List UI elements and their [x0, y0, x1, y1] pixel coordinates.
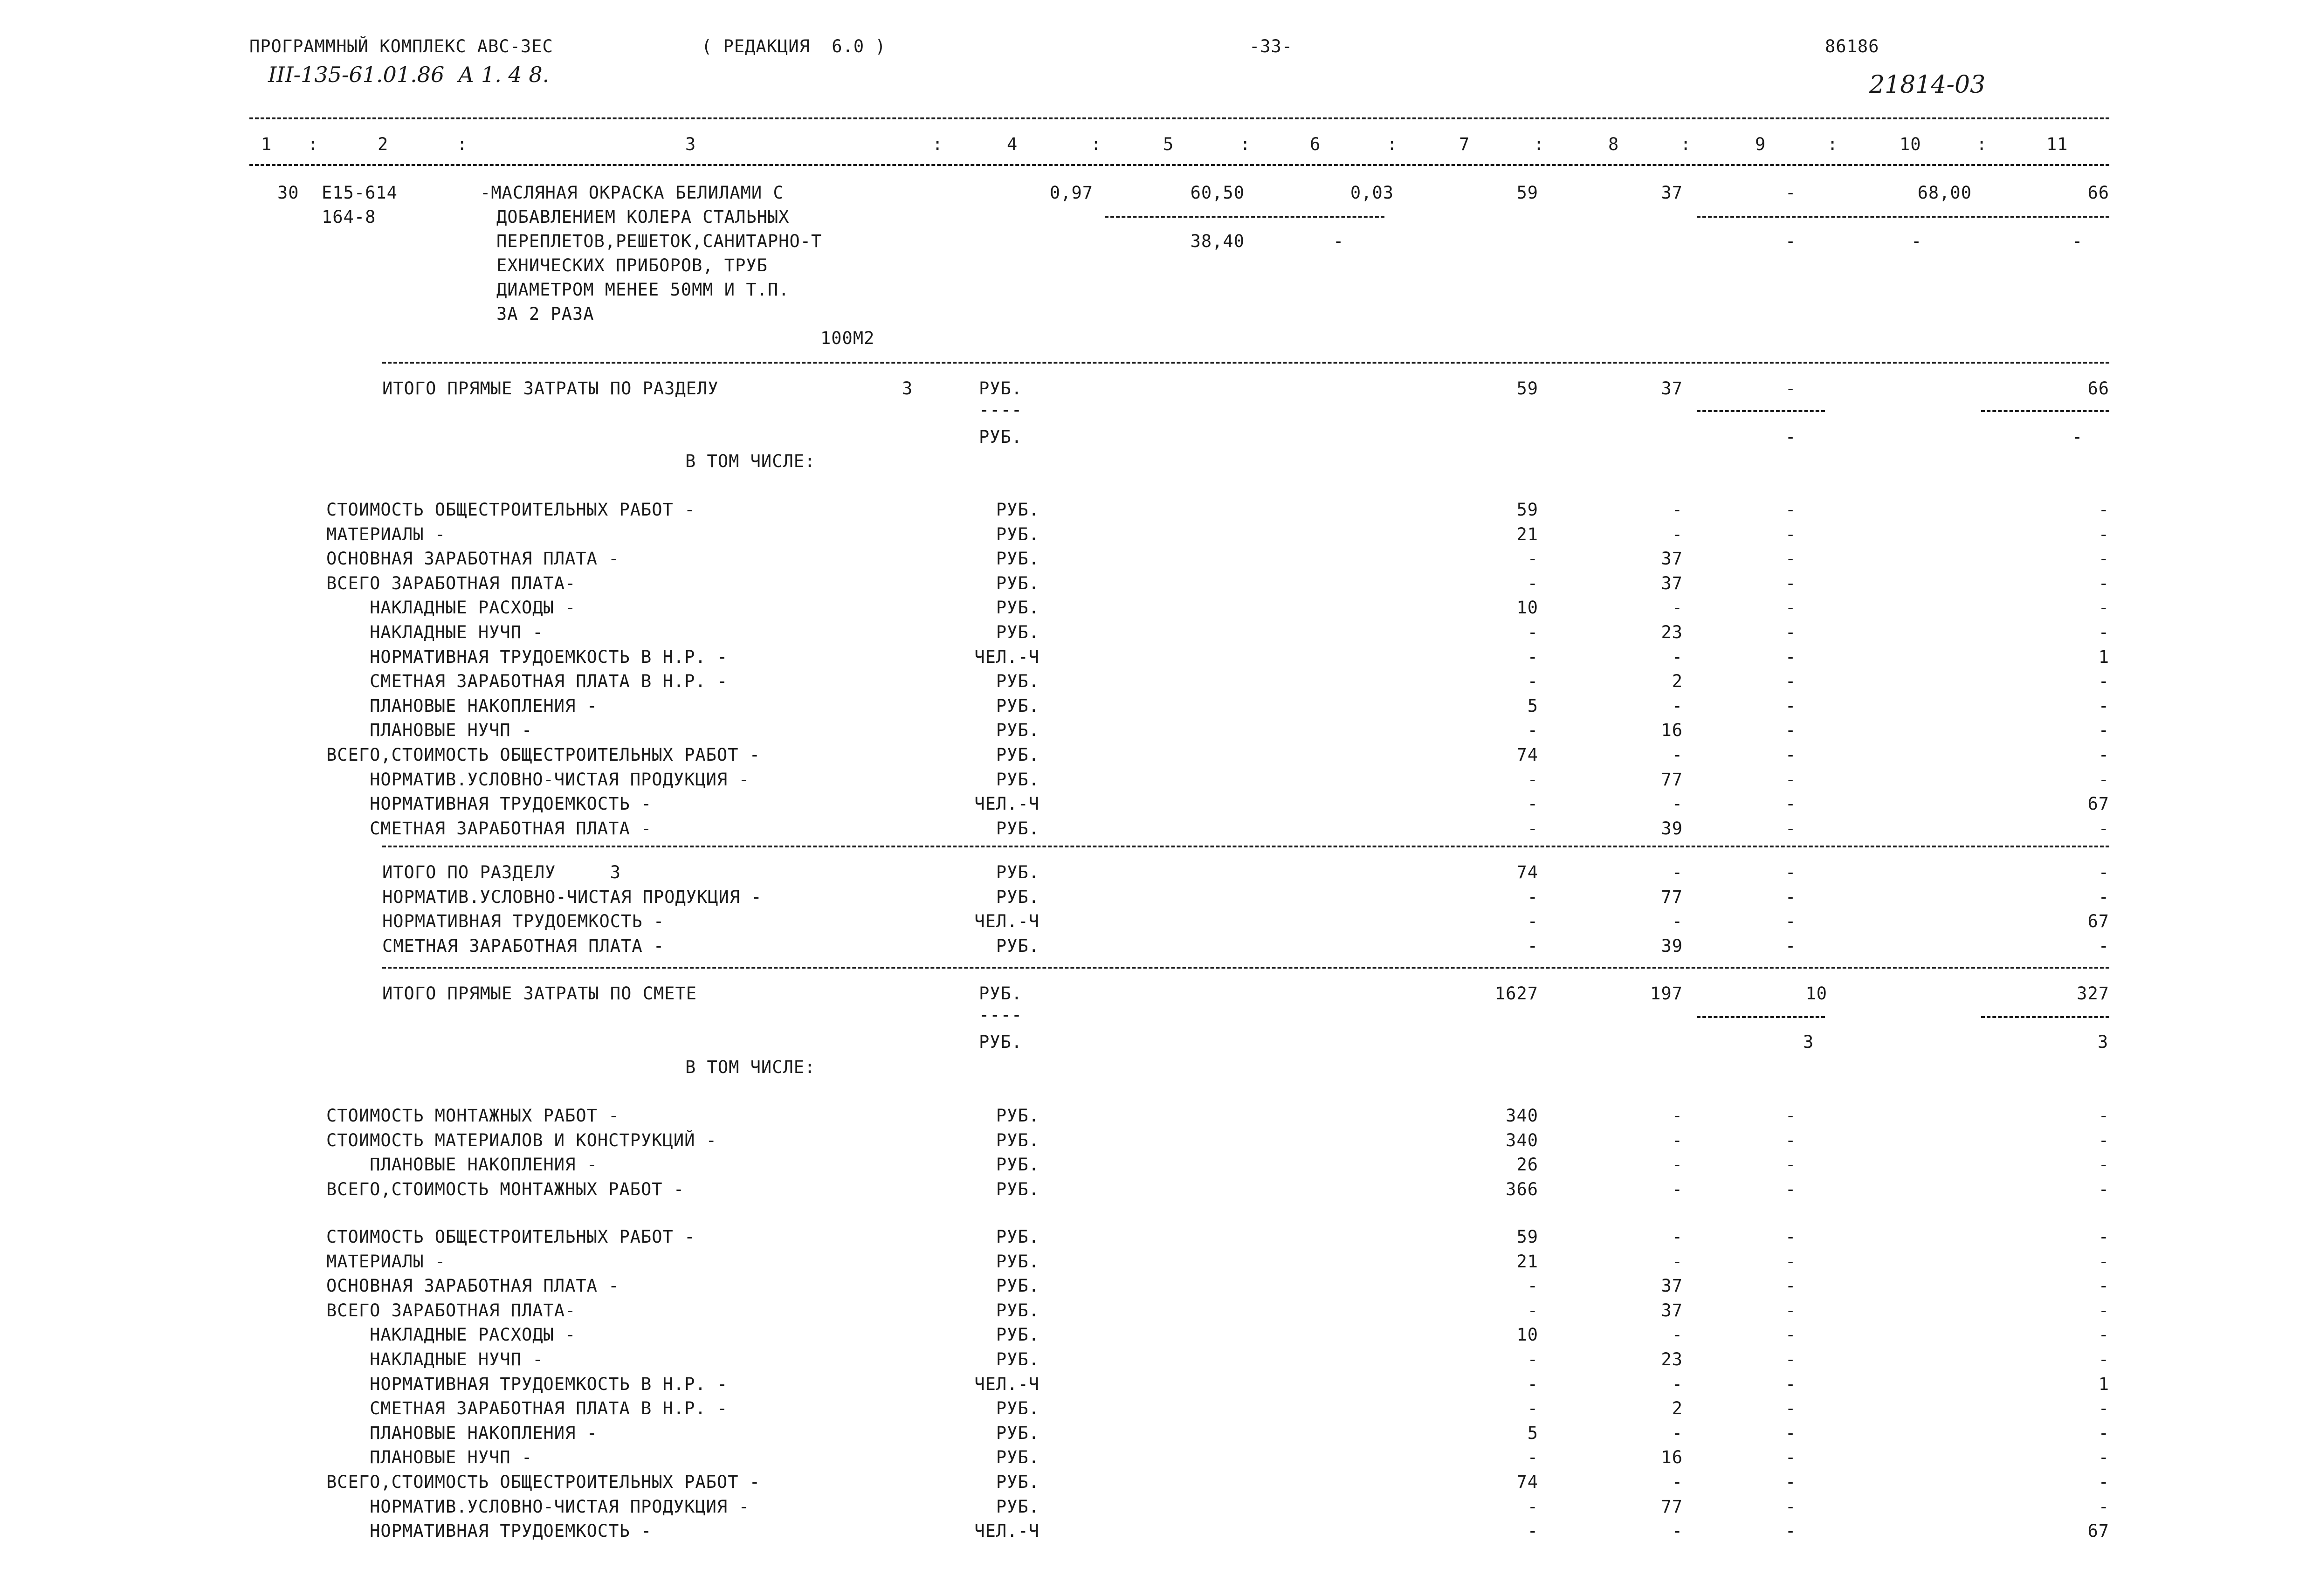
row-label: ВСЕГО,СТОИМОСТЬ ОБЩЕСТРОИТЕЛЬНЫХ РАБОТ -	[326, 745, 761, 765]
row-unit: РУБ.	[996, 720, 1039, 740]
row-c8: -	[1672, 647, 1683, 667]
row-label: МАТЕРИАЛЫ -	[326, 1252, 446, 1272]
row-c9: -	[1785, 622, 1797, 642]
row-c7: -	[1527, 770, 1538, 790]
item-unit: 100М2	[820, 328, 875, 348]
row-c11: 67	[2087, 911, 2109, 931]
row-label: НОРМАТИВ.УСЛОВНО-ЧИСТАЯ ПРОДУКЦИЯ -	[326, 1497, 750, 1517]
row-label: НОРМАТИВНАЯ ТРУДОЕМКОСТЬ -	[326, 794, 652, 814]
rule-section-c9	[1697, 410, 1825, 412]
row-label: ПЛАНОВЫЕ НАКОПЛЕНИЯ -	[326, 1155, 598, 1175]
col-2: 2	[378, 134, 389, 154]
rule-item-c5	[1105, 216, 1384, 218]
row-c7: 10	[1516, 598, 1538, 618]
row-c8: -	[1672, 911, 1683, 931]
col-9: 9	[1755, 134, 1766, 154]
row-c7: 340	[1506, 1130, 1538, 1150]
row-label: НОРМАТИВНАЯ ТРУДОЕМКОСТЬ -	[382, 911, 665, 931]
row-label: ПЛАНОВЫЕ НАКОПЛЕНИЯ -	[326, 696, 598, 716]
row-c9: -	[1785, 647, 1797, 667]
item-c10-second: -	[1911, 231, 1922, 251]
row-label: ВСЕГО ЗАРАБОТНАЯ ПЛАТА-	[326, 573, 576, 593]
row-unit: РУБ.	[996, 862, 1039, 882]
item-c11-second: -	[2072, 231, 2083, 251]
row-c7: -	[1527, 720, 1538, 740]
row-label: СМЕТНАЯ ЗАРАБОТНАЯ ПЛАТА -	[326, 819, 652, 839]
row-c9: -	[1785, 598, 1797, 618]
estimate-c11: 327	[2077, 984, 2109, 1004]
section-unit: РУБ.	[979, 378, 1023, 399]
rule-section	[382, 362, 2109, 364]
row-c8: -	[1672, 1227, 1683, 1247]
row-c8: -	[1672, 1252, 1683, 1272]
row-unit: ЧЕЛ.-Ч	[974, 1374, 1039, 1394]
row-c8: -	[1672, 1155, 1683, 1175]
row-c7: -	[1527, 1447, 1538, 1467]
col-7: 7	[1459, 134, 1470, 154]
row-c9: -	[1785, 1497, 1797, 1517]
row-c11: -	[2098, 819, 2109, 839]
row-unit: РУБ.	[996, 500, 1039, 520]
row-label: НОРМАТИВНАЯ ТРУДОЕМКОСТЬ В Н.Р. -	[326, 647, 728, 667]
row-c8: -	[1672, 745, 1683, 765]
item-desc-line: -МАСЛЯНАЯ ОКРАСКА БЕЛИЛАМИ С	[480, 183, 784, 203]
row-unit: РУБ.	[996, 1106, 1039, 1126]
item-c10: 68,00	[1917, 183, 1972, 203]
row-c11: -	[2098, 936, 2109, 956]
row-unit: РУБ.	[996, 1130, 1039, 1150]
row-c11: -	[2098, 1155, 2109, 1175]
estimate-c11-second: 3	[2098, 1032, 2109, 1052]
row-c11: -	[2098, 500, 2109, 520]
row-label: ПЛАНОВЫЕ НАКОПЛЕНИЯ -	[326, 1423, 598, 1443]
row-c7: -	[1527, 1398, 1538, 1418]
section-unit-separator: ----	[979, 400, 1023, 420]
row-c11: -	[2098, 1227, 2109, 1247]
row-c8: -	[1672, 1521, 1683, 1541]
row-c8: -	[1672, 1179, 1683, 1199]
row-c11: -	[2098, 1423, 2109, 1443]
item-desc-line: ЗА 2 РАЗА	[496, 304, 594, 324]
rule-block1	[382, 846, 2109, 847]
row-unit: РУБ.	[996, 1349, 1039, 1369]
row-c9: -	[1785, 1447, 1797, 1467]
section-c11: 66	[2087, 378, 2109, 399]
rule-header	[249, 164, 2109, 166]
row-c9: -	[1785, 1252, 1797, 1272]
estimate-c8: 197	[1650, 984, 1683, 1004]
row-c9: -	[1785, 1521, 1797, 1541]
row-c8: 2	[1672, 671, 1683, 691]
row-c8: 77	[1661, 1497, 1683, 1517]
row-label: НОРМАТИВ.УСЛОВНО-ЧИСТАЯ ПРОДУКЦИЯ -	[382, 887, 762, 907]
row-c11: -	[2098, 696, 2109, 716]
row-c9: -	[1785, 1227, 1797, 1247]
row-c8: 37	[1661, 573, 1683, 593]
row-c7: 366	[1506, 1179, 1538, 1199]
item-c5: 60,50	[1190, 183, 1245, 203]
item-number: 30	[277, 183, 299, 203]
page-number: -33-	[1249, 36, 1293, 56]
row-c8: -	[1672, 524, 1683, 544]
row-c11: -	[2098, 745, 2109, 765]
row-c7: -	[1527, 671, 1538, 691]
row-label: НОРМАТИВНАЯ ТРУДОЕМКОСТЬ -	[326, 1521, 652, 1541]
row-c8: 37	[1661, 1300, 1683, 1321]
row-unit: РУБ.	[996, 524, 1039, 544]
row-unit: ЧЕЛ.-Ч	[974, 647, 1039, 667]
row-label: ПЛАНОВЫЕ НУЧП -	[326, 720, 533, 740]
row-c7: -	[1527, 647, 1538, 667]
row-c8: -	[1672, 1130, 1683, 1150]
item-c6-second: -	[1333, 231, 1344, 251]
row-c8: 23	[1661, 622, 1683, 642]
row-c11: -	[2098, 1325, 2109, 1345]
row-c7: -	[1527, 1300, 1538, 1321]
row-label: НАКЛАДНЫЕ РАСХОДЫ -	[326, 598, 576, 618]
rule-block2	[382, 967, 2109, 969]
row-c8: -	[1672, 794, 1683, 814]
row-c9: -	[1785, 1179, 1797, 1199]
row-c9: -	[1785, 1130, 1797, 1150]
item-c8: 37	[1661, 183, 1683, 203]
row-unit: РУБ.	[996, 573, 1039, 593]
row-label: ВСЕГО ЗАРАБОТНАЯ ПЛАТА-	[326, 1300, 576, 1321]
row-unit: РУБ.	[996, 1497, 1039, 1517]
section-c9: -	[1785, 378, 1797, 399]
row-c9: -	[1785, 549, 1797, 569]
rule-section-c11	[1981, 410, 2109, 412]
row-c7: -	[1527, 549, 1538, 569]
item-c4: 0,97	[1049, 183, 1093, 203]
row-c11: 1	[2098, 647, 2109, 667]
row-c11: -	[2098, 1300, 2109, 1321]
row-c7: 74	[1516, 1472, 1538, 1492]
item-c9: -	[1785, 183, 1797, 203]
row-c7: -	[1527, 622, 1538, 642]
row-unit: РУБ.	[996, 1472, 1039, 1492]
row-c8: 2	[1672, 1398, 1683, 1418]
row-c7: -	[1527, 1497, 1538, 1517]
row-c9: -	[1785, 500, 1797, 520]
row-c8: 23	[1661, 1349, 1683, 1369]
row-c9: -	[1785, 936, 1797, 956]
row-label: ВСЕГО,СТОИМОСТЬ МОНТАЖНЫХ РАБОТ -	[326, 1179, 685, 1199]
row-unit: РУБ.	[996, 1179, 1039, 1199]
row-c7: 10	[1516, 1325, 1538, 1345]
row-unit: РУБ.	[996, 819, 1039, 839]
row-c7: -	[1527, 1276, 1538, 1296]
estimate-unit-separator: ----	[979, 1005, 1023, 1025]
row-unit: РУБ.	[996, 1325, 1039, 1345]
row-label: СТОИМОСТЬ МОНТАЖНЫХ РАБОТ -	[326, 1106, 620, 1126]
col-6: 6	[1310, 134, 1321, 154]
row-c9: -	[1785, 1398, 1797, 1418]
row-c9: -	[1785, 1423, 1797, 1443]
row-c7: -	[1527, 1349, 1538, 1369]
row-c8: -	[1672, 598, 1683, 618]
row-c11: -	[2098, 1497, 2109, 1517]
item-c6: 0,03	[1350, 183, 1394, 203]
row-label: ПЛАНОВЫЕ НУЧП -	[326, 1447, 533, 1467]
row-c8: -	[1672, 1472, 1683, 1492]
project-number: III-135-61.01.86 А 1. 4 8.	[268, 62, 550, 87]
estimate-unit: РУБ.	[979, 984, 1023, 1004]
row-unit: ЧЕЛ.-Ч	[974, 1521, 1039, 1541]
handwritten-stamp: 21814-03	[1869, 71, 1986, 99]
row-c11: -	[2098, 1398, 2109, 1418]
row-c9: -	[1785, 1155, 1797, 1175]
row-c9: -	[1785, 1325, 1797, 1345]
row-c7: -	[1527, 794, 1538, 814]
row-c9: -	[1785, 862, 1797, 882]
row-c9: -	[1785, 1300, 1797, 1321]
row-c7: -	[1527, 936, 1538, 956]
item-desc-line: ПЕРЕПЛЕТОВ,РЕШЕТОК,САНИТАРНО-Т	[496, 231, 822, 251]
row-label: СМЕТНАЯ ЗАРАБОТНАЯ ПЛАТА В Н.Р. -	[326, 671, 728, 691]
row-unit: РУБ.	[996, 1155, 1039, 1175]
row-c9: -	[1785, 1374, 1797, 1394]
row-c11: 1	[2098, 1374, 2109, 1394]
row-c8: 16	[1661, 720, 1683, 740]
row-c11: -	[2098, 1252, 2109, 1272]
row-c11: -	[2098, 770, 2109, 790]
estimate-c9-second: 3	[1803, 1032, 1814, 1052]
row-unit: РУБ.	[996, 696, 1039, 716]
row-c8: 77	[1661, 770, 1683, 790]
estimate-unit-second: РУБ.	[979, 1032, 1023, 1052]
row-c11: -	[2098, 1106, 2109, 1126]
row-unit: РУБ.	[996, 936, 1039, 956]
row-c7: 59	[1516, 1227, 1538, 1247]
row-c11: -	[2098, 862, 2109, 882]
section-c11-second: -	[2072, 427, 2083, 447]
row-label: НАКЛАДНЫЕ НУЧП -	[326, 1349, 544, 1369]
row-c11: -	[2098, 1130, 2109, 1150]
row-c11: -	[2098, 598, 2109, 618]
row-c8: -	[1672, 1325, 1683, 1345]
col-11: 11	[2046, 134, 2068, 154]
row-label: СТОИМОСТЬ МАТЕРИАЛОВ И КОНСТРУКЦИЙ -	[326, 1130, 717, 1150]
row-c7: 5	[1527, 1423, 1538, 1443]
row-c8: 77	[1661, 887, 1683, 907]
section-c9-second: -	[1785, 427, 1797, 447]
row-c11: 67	[2087, 794, 2109, 814]
row-c11: -	[2098, 573, 2109, 593]
row-unit: РУБ.	[996, 1423, 1039, 1443]
row-c9: -	[1785, 911, 1797, 931]
estimate-c7: 1627	[1494, 984, 1538, 1004]
row-c8: -	[1672, 1106, 1683, 1126]
row-c7: 26	[1516, 1155, 1538, 1175]
row-c8: 39	[1661, 819, 1683, 839]
item-desc-line: ДИАМЕТРОМ МЕНЕЕ 50ММ И Т.П.	[496, 280, 790, 300]
row-label: ВСЕГО,СТОИМОСТЬ ОБЩЕСТРОИТЕЛЬНЫХ РАБОТ -	[326, 1472, 761, 1492]
row-c7: -	[1527, 887, 1538, 907]
row-c8: 39	[1661, 936, 1683, 956]
row-label: ИТОГО ПО РАЗДЕЛУ 3	[382, 862, 621, 882]
section-unit-second: РУБ.	[979, 427, 1023, 447]
edition-label: ( РЕДАКЦИЯ 6.0 )	[702, 36, 886, 56]
rule-estimate-c9	[1697, 1016, 1825, 1018]
item-code-secondary: 164-8	[322, 207, 376, 227]
row-c9: -	[1785, 745, 1797, 765]
row-c7: -	[1527, 573, 1538, 593]
row-c7: -	[1527, 911, 1538, 931]
row-unit: РУБ.	[996, 622, 1039, 642]
row-c7: 59	[1516, 500, 1538, 520]
row-label: ОСНОВНАЯ ЗАРАБОТНАЯ ПЛАТА -	[326, 549, 620, 569]
row-c7: -	[1527, 1374, 1538, 1394]
item-c9-second: -	[1785, 231, 1797, 251]
row-c8: -	[1672, 500, 1683, 520]
row-unit: ЧЕЛ.-Ч	[974, 911, 1039, 931]
row-c9: -	[1785, 671, 1797, 691]
row-unit: РУБ.	[996, 671, 1039, 691]
col-5: 5	[1163, 134, 1174, 154]
estimate-c9: 10	[1805, 984, 1827, 1004]
row-label: СМЕТНАЯ ЗАРАБОТНАЯ ПЛАТА -	[382, 936, 665, 956]
row-c9: -	[1785, 696, 1797, 716]
row-c7: -	[1527, 819, 1538, 839]
row-unit: РУБ.	[996, 1398, 1039, 1418]
row-c8: 37	[1661, 549, 1683, 569]
row-label: НАКЛАДНЫЕ РАСХОДЫ -	[326, 1325, 576, 1345]
row-label: МАТЕРИАЛЫ -	[326, 524, 446, 544]
row-c11: -	[2098, 524, 2109, 544]
row-unit: РУБ.	[996, 598, 1039, 618]
col-10: 10	[1900, 134, 1921, 154]
row-unit: ЧЕЛ.-Ч	[974, 794, 1039, 814]
row-c9: -	[1785, 887, 1797, 907]
row-c8: -	[1672, 696, 1683, 716]
row-c11: -	[2098, 720, 2109, 740]
row-c11: -	[2098, 1447, 2109, 1467]
row-c8: 16	[1661, 1447, 1683, 1467]
row-label: НАКЛАДНЫЕ НУЧП -	[326, 622, 544, 642]
estimate-total-label: ИТОГО ПРЯМЫЕ ЗАТРАТЫ ПО СМЕТЕ	[382, 984, 697, 1004]
row-c9: -	[1785, 1276, 1797, 1296]
row-c11: -	[2098, 1349, 2109, 1369]
row-label: НОРМАТИВ.УСЛОВНО-ЧИСТАЯ ПРОДУКЦИЯ -	[326, 770, 750, 790]
row-c9: -	[1785, 1106, 1797, 1126]
row-c7: 340	[1506, 1106, 1538, 1126]
item-c7: 59	[1516, 183, 1538, 203]
row-c7: 74	[1516, 745, 1538, 765]
row-c11: -	[2098, 549, 2109, 569]
row-unit: РУБ.	[996, 1300, 1039, 1321]
col-3: 3	[685, 134, 696, 154]
rule-item-c9	[1697, 216, 2109, 218]
row-c7: 21	[1516, 1252, 1538, 1272]
row-c9: -	[1785, 770, 1797, 790]
item-c11: 66	[2087, 183, 2109, 203]
row-c7: 21	[1516, 524, 1538, 544]
row-unit: РУБ.	[996, 745, 1039, 765]
rule-estimate-c11	[1981, 1016, 2109, 1018]
row-c11: 67	[2087, 1521, 2109, 1541]
row-c11: -	[2098, 622, 2109, 642]
row-label: СМЕТНАЯ ЗАРАБОТНАЯ ПЛАТА В Н.Р. -	[326, 1398, 728, 1418]
col-1: 1	[261, 134, 272, 154]
row-c11: -	[2098, 1276, 2109, 1296]
row-c9: -	[1785, 1472, 1797, 1492]
col-4: 4	[1007, 134, 1018, 154]
row-unit: РУБ.	[996, 1227, 1039, 1247]
row-label: СТОИМОСТЬ ОБЩЕСТРОИТЕЛЬНЫХ РАБОТ -	[326, 500, 695, 520]
item-desc-line: ДОБАВЛЕНИЕМ КОЛЕРА СТАЛЬНЫХ	[496, 207, 790, 227]
row-c8: -	[1672, 1423, 1683, 1443]
row-label: СТОИМОСТЬ ОБЩЕСТРОИТЕЛЬНЫХ РАБОТ -	[326, 1227, 695, 1247]
including-label: В ТОМ ЧИСЛЕ:	[685, 1057, 816, 1077]
row-label: ОСНОВНАЯ ЗАРАБОТНАЯ ПЛАТА -	[326, 1276, 620, 1296]
section-c7: 59	[1516, 378, 1538, 399]
row-unit: РУБ.	[996, 1447, 1039, 1467]
row-c11: -	[2098, 671, 2109, 691]
item-c5-second: 38,40	[1190, 231, 1245, 251]
including-label: В ТОМ ЧИСЛЕ:	[685, 451, 816, 471]
program-title: ПРОГРАММНЫЙ КОМПЛЕКС АВС-3ЕС	[249, 36, 553, 56]
row-c9: -	[1785, 1349, 1797, 1369]
item-desc-line: ЕХНИЧЕСКИХ ПРИБОРОВ, ТРУБ	[496, 255, 768, 275]
row-unit: РУБ.	[996, 1276, 1039, 1296]
row-c9: -	[1785, 794, 1797, 814]
item-code: Е15-614	[322, 183, 398, 203]
row-c7: 5	[1527, 696, 1538, 716]
row-c9: -	[1785, 524, 1797, 544]
row-c9: -	[1785, 573, 1797, 593]
row-c8: -	[1672, 1374, 1683, 1394]
row-c7: 74	[1516, 862, 1538, 882]
rule-top	[249, 117, 2109, 119]
row-c11: -	[2098, 1472, 2109, 1492]
row-c9: -	[1785, 819, 1797, 839]
document-code: 86186	[1825, 36, 1879, 56]
section-number: 3	[902, 378, 913, 399]
row-unit: РУБ.	[996, 549, 1039, 569]
row-label: НОРМАТИВНАЯ ТРУДОЕМКОСТЬ В Н.Р. -	[326, 1374, 728, 1394]
row-unit: РУБ.	[996, 770, 1039, 790]
section-total-label: ИТОГО ПРЯМЫЕ ЗАТРАТЫ ПО РАЗДЕЛУ	[382, 378, 719, 399]
row-unit: РУБ.	[996, 1252, 1039, 1272]
row-unit: РУБ.	[996, 887, 1039, 907]
col-8: 8	[1608, 134, 1619, 154]
row-c8: -	[1672, 862, 1683, 882]
row-c9: -	[1785, 720, 1797, 740]
row-c7: -	[1527, 1521, 1538, 1541]
row-c8: 37	[1661, 1276, 1683, 1296]
row-c11: -	[2098, 1179, 2109, 1199]
section-c8: 37	[1661, 378, 1683, 399]
row-c11: -	[2098, 887, 2109, 907]
